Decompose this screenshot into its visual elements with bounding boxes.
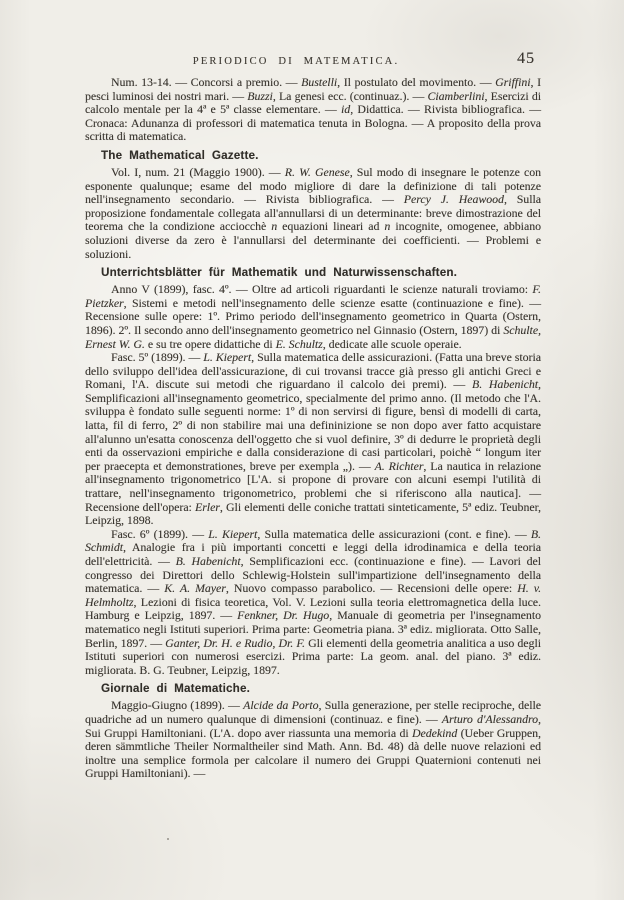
- text-run: , Didattica. — Rivista bibliografica. — Cronaca: Adunanza di professori di matematica tenuta in Bologna. — A proposito della prova scritta di matematica.: [85, 102, 541, 144]
- paragraph: [85, 699, 541, 781]
- text-run: , Nuovo compasso parabolico. — Recensioni delle opere:: [225, 581, 518, 596]
- text-run: , Sui Gruppi Hamiltoniani. (L'A. dopo aver riassunta una memoria di: [85, 711, 541, 740]
- text-run: e su tre opere didattiche di: [144, 336, 276, 351]
- italic-name: Bustelli: [301, 75, 338, 89]
- italic-name: Fenkner, Dr. Hugo: [237, 608, 330, 623]
- italic-name: R. W. Genese: [284, 164, 350, 179]
- text-run: , I pesci luminosi dei nostri mari. —: [85, 75, 542, 103]
- paragraph: [85, 283, 541, 351]
- text-run: , Semplificazioni all'insegnamento geometrico, specialmente del primo anno. (Il metodo che l'A. sviluppa è fondato sulle seguenti norme: 1º di non servirsi di figure, bensì di modelli di carta, latta, fil di ferro, 2º di non stabilire mai una defininizione se non dopo aver fatto acquistare all'alunno un'esatta conoscenza dell'oggetto che si vuol definire, 3º di dedurre le proprietà degli enti da osservazioni empiriche e dalla considerazione di casi particolari, poichè “ longum iter per praecepta et demonstrationes, breve per exempla „). —: [85, 377, 541, 473]
- page-number: 45: [517, 50, 535, 67]
- italic-name: F. Pietzker: [85, 282, 541, 310]
- ink-speck: [167, 838, 169, 840]
- paragraph: [85, 76, 541, 144]
- text-run: Gli elementi della geometria analitica a uso degli Istituti superiori con numerosi esercizi. Prima parte: La geom. anal. del piano. 3ª ediz. migliorata. B. G. Teubner, Leipzig, 1897.: [85, 635, 541, 677]
- page-content: [85, 76, 541, 781]
- text-run: , Gli elementi delle coniche trattati sinteticamente, 5ª ediz. Teubner, Leipzig, 1898.: [85, 499, 541, 528]
- text-run: Anno V (1899), fasc. 4º. — Oltre ad articoli riguardanti le scienze naturali troviamo:: [111, 282, 533, 297]
- italic-name: Ganter, Dr. H. e Rudio, Dr. F.: [165, 635, 305, 650]
- text-run: (Ueber Gruppen, deren sämmtliche Theiler Normaltheiler sind Math. Ann. Bd. 48) dà delle nuove relazioni ed inoltre una semplice formola per calcolare il numero dei Gruppi Quaternioni contenuti nei Gruppi Hamiltoniani). —: [85, 725, 542, 781]
- text-run: Vol. I, num. 21 (Maggio 1900). —: [111, 164, 285, 179]
- italic-name: H. v. Helmholtz: [85, 581, 542, 609]
- text-run: , Sistemi e metodi nell'insegnamento delle scienze esatte (continuazione e fine). — Recensione sulle opere: 1º. Primo periodo dell'insegnamento geometrico in Quarta (Ostern, 1896). 2º. Il secondo anno dell'insegnamento geometrico nel Ginnasio (Ostern, 1897) di: [85, 295, 541, 337]
- italic-name: Arturo d'Alessandro: [441, 711, 539, 726]
- italic-name: B. Habenicht: [175, 554, 241, 568]
- text-run: equazioni lineari ad: [277, 219, 385, 234]
- italic-name: Percy J. Heawood: [403, 192, 504, 207]
- paragraph: [85, 166, 541, 261]
- italic-name: Erler: [195, 499, 220, 514]
- text-run: , dedicate alle scuole operaie.: [322, 336, 462, 351]
- section-heading: Unterrichtsblätter für Mathematik und Naturwissenschaften.: [101, 266, 458, 280]
- text-run: Fasc. 5º (1899). —: [111, 350, 204, 365]
- text-run: , Sulla proposizione fondamentale collegata all'annullarsi di un determinante: breve dimostrazione del teorema che la condizione acciocchè: [85, 192, 541, 234]
- italic-name: B. Schmidt: [85, 526, 541, 555]
- italic-name: L. Kiepert: [203, 350, 252, 365]
- text-run: Num. 13-14. — Concorsi a premio. —: [111, 75, 302, 89]
- section-heading: Giornale di Matematiche.: [101, 682, 251, 696]
- text-run: , La genesi ecc. (continuaz.). —: [272, 88, 428, 103]
- text-run: incognite, omogenee, abbiano soluzioni diverse da zero è l'annullarsi del determinante dei coefficienti. — Problemi e soluzioni.: [85, 219, 541, 261]
- italic-name: id: [341, 102, 351, 117]
- italic-name: n: [384, 219, 391, 234]
- text-run: , Sulla generazione, per stelle reciproche, delle quadriche ad un numero qualunque di dimensioni (continuaz. e fine). —: [85, 698, 542, 726]
- italic-name: Schulte, Ernest W. G.: [85, 322, 541, 351]
- italic-name: Buzzi: [247, 88, 273, 103]
- italic-name: K. A. Mayer: [164, 581, 226, 596]
- italic-name: Ciamberlini: [427, 88, 485, 103]
- italic-name: E. Schultz: [275, 336, 323, 351]
- paragraph: [85, 528, 541, 678]
- italic-name: Griffini: [495, 75, 531, 89]
- text-run: , Lezioni di fisica teoretica, Vol. V. Lezioni sulla teoria elettromagnetica della luce. Hamburg e Leipzig, 1897. —: [85, 594, 541, 623]
- running-title: PERIODICO DI MATEMATICA.: [192, 56, 400, 67]
- text-run: Maggio-Giugno (1899). —: [111, 698, 244, 713]
- text-run: , Manuale di geometria per l'insegnamento matematico negli Istituti superiori. Prima parte: Geometria piana. 3ª ediz. migliorata. Otto Salle, Berlin, 1897. —: [85, 608, 541, 650]
- text-run: , Esercizi di calcolo mentale per la 4ª e 5ª classe elementare. —: [85, 88, 541, 117]
- text-run: , Semplificazioni ecc. (continuazione e fine). — Lavori del congresso dei Direttori dello Schlewig-Holstein sull'impartizione dell'insegnamento della matematica. —: [85, 554, 541, 596]
- section-heading: The Mathematical Gazette.: [101, 148, 259, 162]
- text-run: , Sul modo di insegnare le potenze con esponente qualunque; esame del modo migliore di dare la definizione di tali potenze nell'insegnamento secondario. — Rivista bibliografica. —: [85, 164, 542, 207]
- italic-name: Alcide da Porto: [243, 698, 319, 713]
- italic-name: n: [271, 219, 278, 234]
- italic-name: Dedekind: [412, 725, 458, 740]
- text-run: , Analogie fra i più importanti concetti e leggi della idrodinamica e della teoria dell'elettricità. —: [85, 540, 541, 568]
- italic-name: B. Habenicht: [471, 377, 539, 392]
- text-run: Fasc. 6º (1899). —: [111, 526, 209, 541]
- text-run: , Sulla matematica delle assicurazioni (cont. e fine). —: [257, 526, 531, 541]
- paragraph: [85, 351, 541, 528]
- text-run: , La nautica in relazione all'insegnamento trigonometrico [L'A. si propone di provare con alcuni esempi l'utilità di trattare, nell'insegnamento trigonometrico, problemi che si riferiscono alla nautica]. — Recensione dell'opera:: [85, 458, 542, 514]
- italic-name: A. Richter: [374, 458, 424, 473]
- italic-name: L. Kiepert: [208, 526, 258, 541]
- text-run: , Il postulato del movimento. —: [337, 75, 496, 89]
- text-run: , Sulla matematica delle assicurazioni. (Fatta una breve storia dello sviluppo dell'idea dell'assicurazione, di cui trovansi tracce già presso gli antichi Greci e Romani, l'A. discute sui metodi che riguardano il calcolo dei premi). —: [85, 350, 541, 392]
